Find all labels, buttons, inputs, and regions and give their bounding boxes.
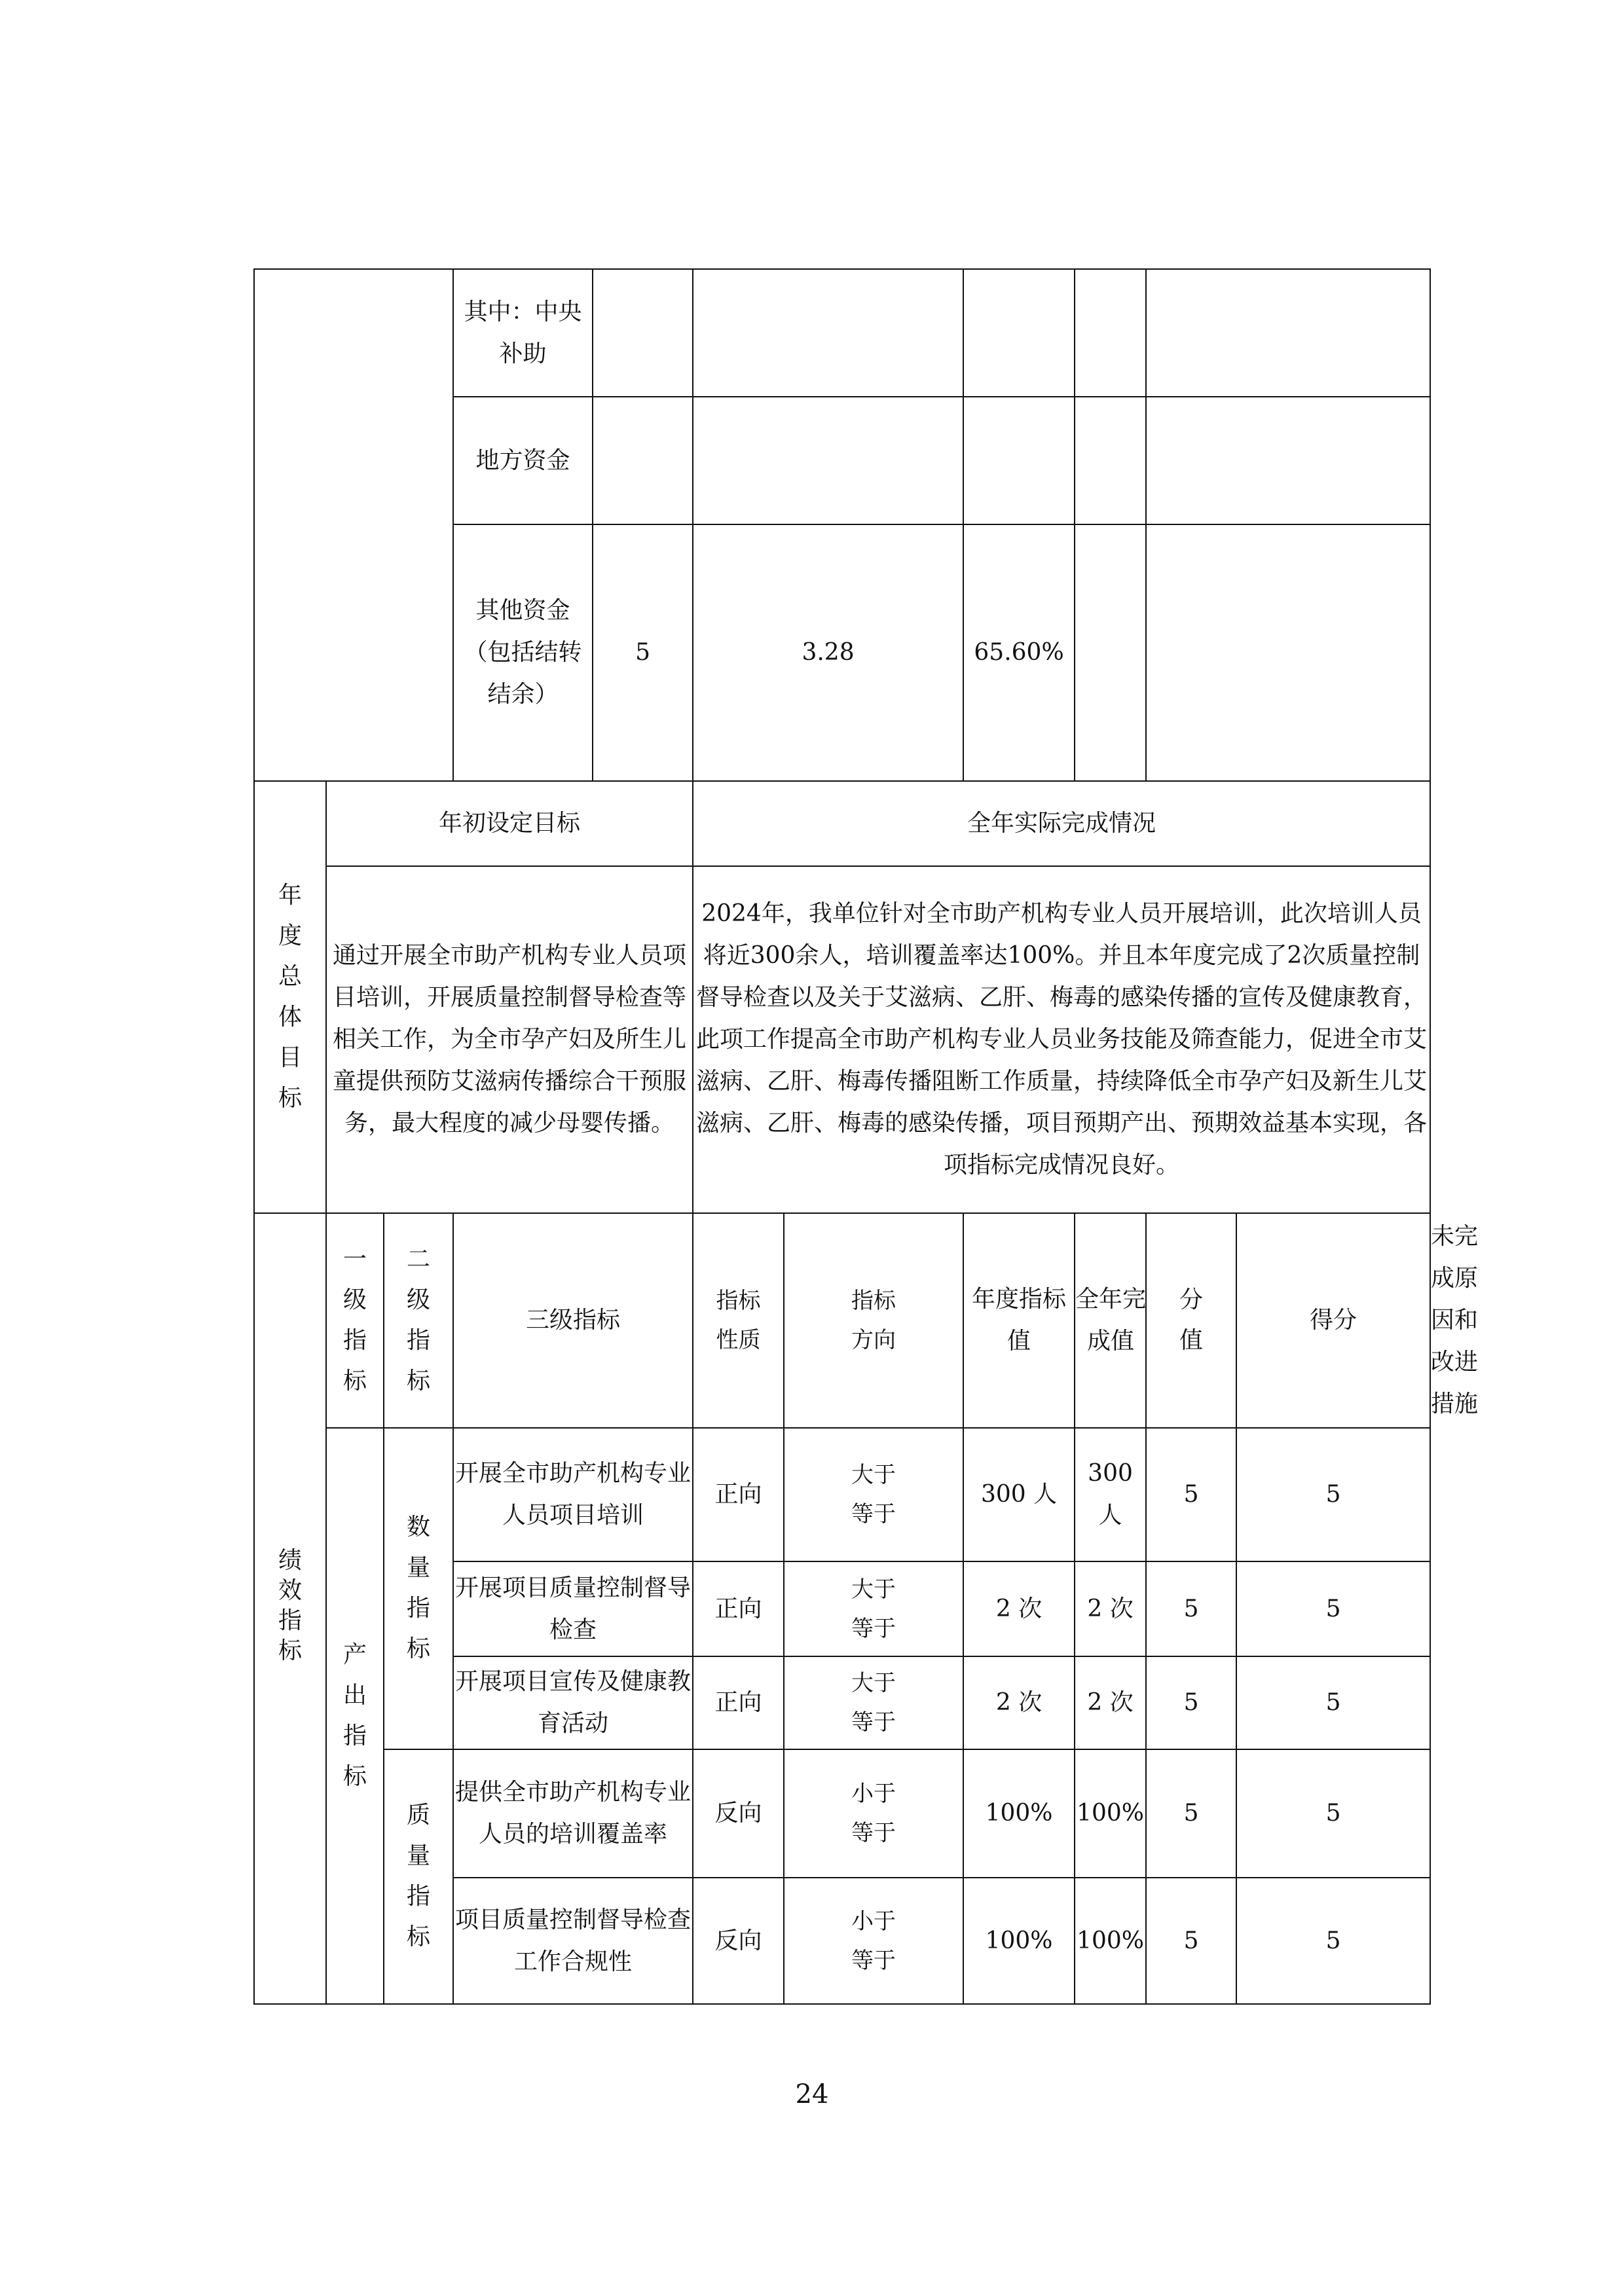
header-nature [693,1213,784,1428]
header-reason-text: 未完成原因和改进措施 [1431,1223,1479,1417]
funding-rate [963,397,1075,524]
goals-header-row [254,781,1430,866]
indicator-nature: 正向 [693,1428,784,1561]
indicator-direction [784,1561,963,1656]
funding-executed [693,269,963,397]
level2-quantity-cell [384,1428,453,1749]
indicator-nature: 反向 [693,1749,784,1878]
indicator-actual: 300 人 [1075,1428,1146,1561]
indicator-score: 5 [1236,1561,1430,1656]
indicator-row [254,1428,1430,1561]
indicator-weight: 5 [1146,1656,1236,1749]
header-actual-text: 全年完成值 [1075,1286,1147,1355]
header-actual [1075,1213,1146,1428]
funding-budget [593,269,693,397]
indicator-score: 5 [1236,1656,1430,1749]
funding-rate [963,269,1075,397]
page-number: 24 [795,2079,829,2109]
indicator-weight: 5 [1146,1878,1236,2004]
level2-quality-text: 质量指标 [407,1802,431,1950]
funding-executed: 3.28 [693,524,963,781]
indicator-actual: 100% [1075,1749,1146,1878]
funding-score-a [1075,397,1146,524]
header-direction [784,1213,963,1428]
planned-goal-header: 年初设定目标 [326,781,693,866]
indicator-direction-text: 小于等于 [851,1908,896,1974]
indicator-actual: 2 次 [1075,1561,1146,1656]
funding-score-b [1146,524,1430,781]
indicator-name: 提供全市助产机构专业人员的培训覆盖率 [453,1749,693,1878]
header-level1-text: 一级指标 [343,1245,367,1394]
funding-label [453,524,593,781]
funding-executed [693,397,963,524]
header-level2-text: 二级指标 [407,1245,431,1394]
indicator-target: 300 人 [963,1428,1075,1561]
funding-score-b [1146,269,1430,397]
level1-output-cell [326,1428,384,2004]
indicator-actual: 2 次 [1075,1656,1146,1749]
actual-goal-header: 全年实际完成情况 [693,781,1430,866]
funding-label [453,397,593,524]
header-weight [1146,1213,1236,1428]
funding-score-a [1075,524,1146,781]
indicator-name: 项目质量控制督导检查工作合规性 [453,1878,693,2004]
funding-blank-cell [254,269,453,781]
indicator-weight: 5 [1146,1428,1236,1561]
indicator-direction [784,1428,963,1561]
indicator-name: 开展全市助产机构专业人员项目培训 [453,1428,693,1561]
indicator-direction-text: 大于等于 [851,1462,896,1527]
indicator-row [254,1749,1430,1878]
indicator-target: 2 次 [963,1656,1075,1749]
indicator-name: 开展项目质量控制督导检查 [453,1561,693,1656]
header-level2 [384,1213,453,1428]
funding-label-text: 地方资金 [475,446,570,474]
indicator-direction-text: 小于等于 [851,1781,896,1846]
header-direction-text: 指标方向 [851,1288,896,1353]
goals-section-label-text: 年度总体目标 [278,881,303,1112]
indicator-direction [784,1749,963,1878]
goals-body-row [254,866,1430,1213]
level2-quality-cell [384,1749,453,2004]
indicators-section-label-text: 绩效指标 [278,1546,303,1664]
indicator-target: 100% [963,1749,1075,1878]
funding-label-text: 其他资金（包括结转结余） [464,597,582,708]
indicator-target: 2 次 [963,1561,1075,1656]
performance-table [253,268,1479,2005]
indicator-actual: 100% [1075,1878,1146,2004]
level2-quantity-text: 数量指标 [407,1514,431,1662]
indicators-header-row [254,1213,1430,1428]
funding-budget: 5 [593,524,693,781]
indicator-name: 开展项目宣传及健康教育活动 [453,1656,693,1749]
indicators-section-label [254,1213,326,2004]
indicator-nature: 正向 [693,1656,784,1749]
actual-goal-text: 2024年，我单位针对全市助产机构专业人员开展培训，此次培训人员将近300余人，培训覆盖率达100%。并且本年度完成了2次质量控制督导检查以及关于艾滋病、乙肝、梅毒的感染传播的宣传及健康教育，此项工作提高全市助产机构专业人员业务技能及筛查能力，促进全市艾滋病、乙肝、梅毒传播阻断工作质量，持续降低全市孕产妇及新生儿艾滋病、乙肝、梅毒的感染传播，项目预期产出、预期效益基本实现，各项指标完成情况良好。 [693,866,1430,1213]
header-target: 年度指标值 [963,1213,1075,1428]
funding-score-b [1146,397,1430,524]
header-nature-text: 指标性质 [716,1288,761,1353]
funding-label [453,269,593,397]
indicator-direction [784,1878,963,2004]
funding-rate: 65.60% [963,524,1075,781]
header-level1 [326,1213,384,1428]
indicator-weight: 5 [1146,1561,1236,1656]
funding-row-central [254,269,1430,397]
indicator-score: 5 [1236,1428,1430,1561]
header-weight-text: 分值 [1179,1286,1204,1354]
indicator-direction-text: 大于等于 [851,1576,896,1642]
indicator-weight: 5 [1146,1749,1236,1878]
indicator-score: 5 [1236,1749,1430,1878]
funding-score-a [1075,269,1146,397]
indicator-direction-text: 大于等于 [851,1670,896,1736]
indicator-target: 100% [963,1878,1075,2004]
indicator-nature: 反向 [693,1878,784,2004]
level1-output-text: 产出指标 [343,1641,367,1790]
funding-label-text: 其中：中央补助 [464,298,582,367]
indicator-direction [784,1656,963,1749]
planned-goal-text: 通过开展全市助产机构专业人员项目培训，开展质量控制督导检查等相关工作，为全市孕产妇及所生儿童提供预防艾滋病传播综合干预服务，最大程度的减少母婴传播。 [326,866,693,1213]
header-score: 得分 [1236,1213,1430,1428]
indicator-score: 5 [1236,1878,1430,2004]
header-level3: 三级指标 [453,1213,693,1428]
goals-section-label [254,781,326,1213]
funding-budget [593,397,693,524]
indicator-nature: 正向 [693,1561,784,1656]
